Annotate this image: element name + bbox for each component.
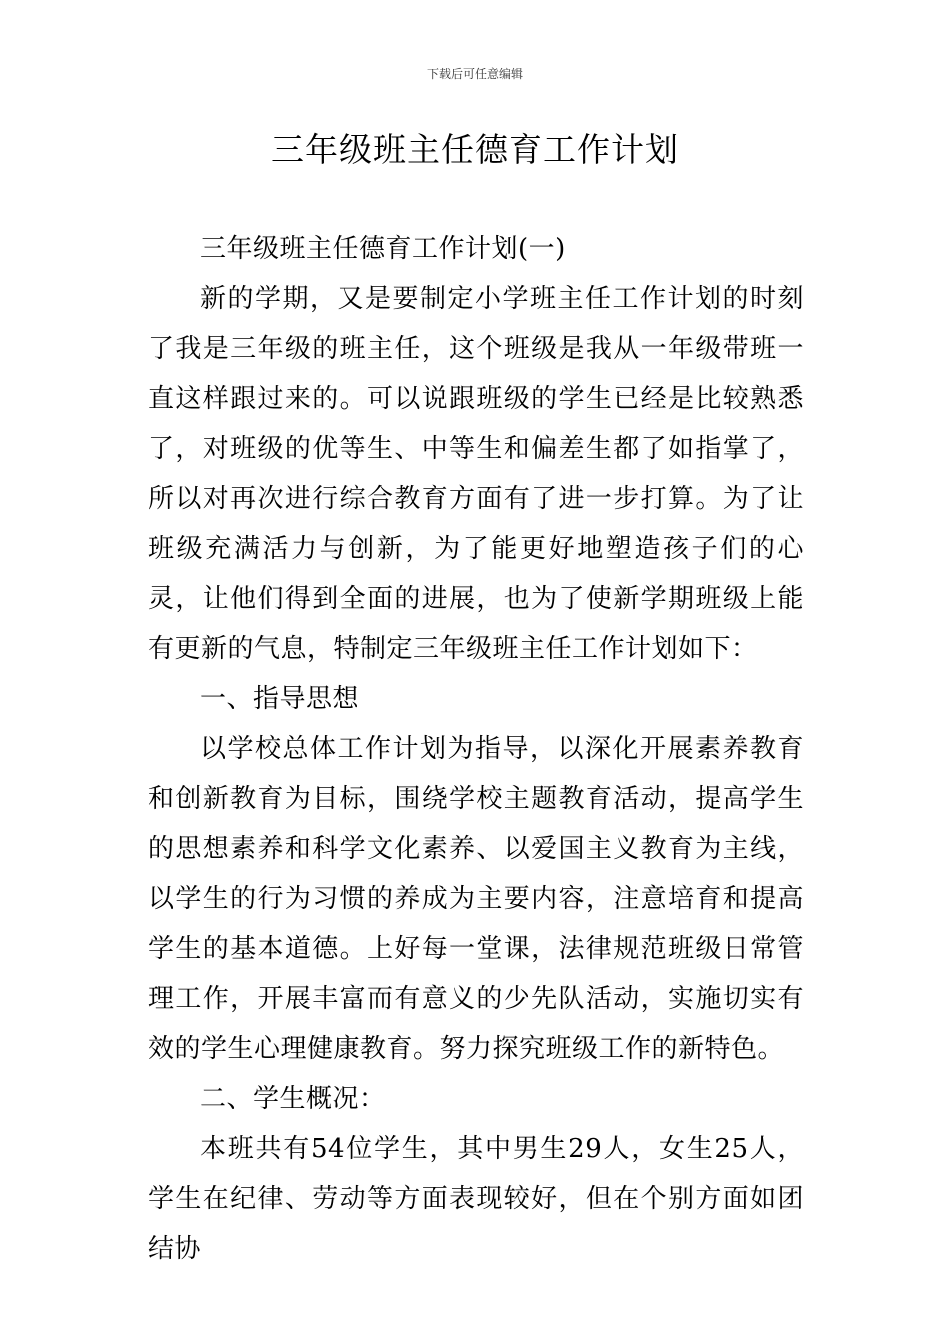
header-note: 下载后可任意编辑 [426,67,523,81]
document-title: 三年级班主任德育工作计划 [271,130,679,169]
intro-paragraph: 新的学期，又是要制定小学班主任工作计划的时刻了我是三年级的班主任，这个班级是我从一年级带班一直这样跟过来的。可以说跟班级的学生已经是比较熟悉了，对班级的优等生、中等生和偏差生都了如指掌了，所以对再次进行综合教育方面有了进一步打算。为了让班级充满活力与创新，为了能更好地塑造孩子们的心灵，让他们得到全面的进展，也为了使新学期班级上能有更新的气息，特制定三年级班主任工作计划如下： [148,284,804,664]
document-body [148,224,804,1274]
student-overview-paragraph: 本班共有54位学生，其中男生29人，女生25人，学生在纪律、劳动等方面表现较好，但在个别方面如团结协 [148,1134,804,1264]
section-heading-student-overview: 二、学生概况： [200,1084,386,1114]
section-subtitle: 三年级班主任德育工作计划(一) [200,234,566,264]
guiding-ideology-paragraph: 以学校总体工作计划为指导，以深化开展素养教育和创新教育为目标，围绕学校主题教育活动，提高学生的思想素养和科学文化素养、以爱国主义教育为主线，以学生的行为习惯的养成为主要内容，注意培育和提高学生的基本道德。上好每一堂课，法律规范班级日常管理工作，开展丰富而有意义的少先队活动，实施切实有效的学生心理健康教育。努力探究班级工作的新特色。 [148,734,804,1064]
section-heading-guiding-ideology: 一、指导思想 [200,684,360,714]
